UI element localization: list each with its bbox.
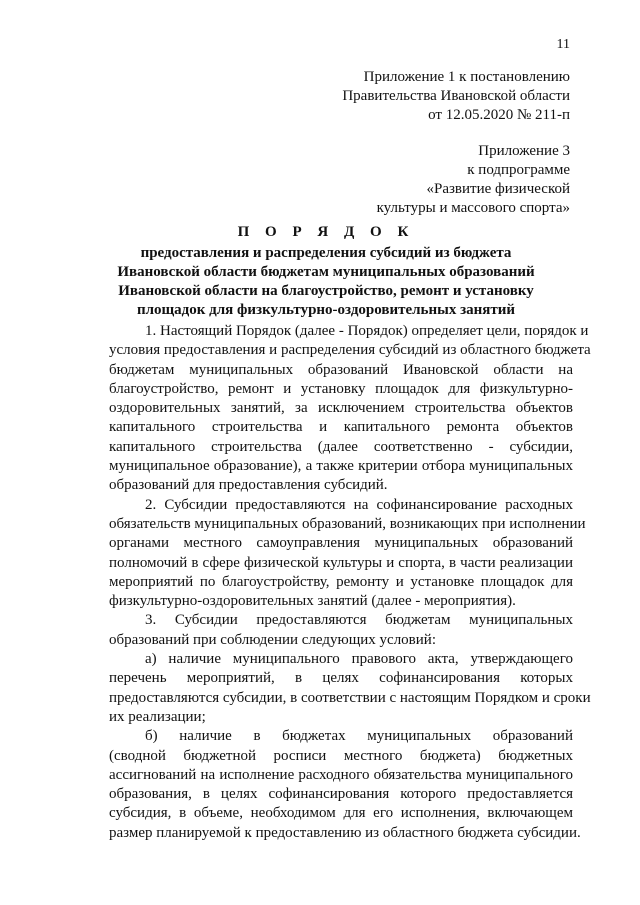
page-number: 11 [556,37,570,52]
text-line: ассигнований на исполнение расходного обязательства муниципального [109,766,573,783]
appendix-3-header [377,142,570,218]
paragraph-3 [109,611,573,650]
paragraph-3b [109,727,581,843]
document-title [112,222,540,320]
text-line: физкультурно-оздоровительных занятий (далее - мероприятия). [109,593,516,610]
appendix-1-line: Приложение 1 к постановлению [363,69,570,85]
paragraph-3a [109,650,591,727]
text-line: (сводной бюджетной росписи местного бюджета) бюджетных [109,747,573,764]
text-line: размер планируемой к предоставлению из областного бюджета субсидии. [109,824,581,841]
text-line: а) наличие муниципального правового акта, утверждающего [145,651,573,668]
appendix-3-line: «Развитие физической [426,181,570,197]
text-line: муниципальное образование), а также критерии отбора муниципальных [109,458,573,475]
title-line: площадок для физкультурно-оздоровительных занятий [136,302,516,318]
text-line: образований при соблюдении следующих условий: [109,631,436,648]
appendix-3-line: к подпрограмме [467,162,570,178]
appendix-3-line: Приложение 3 [478,143,570,159]
text-line: полномочий в сфере физической культуры и спорта, в части реализации [109,554,573,571]
text-line: мероприятий по благоустройству, ремонту и установке площадок для [109,573,573,590]
paragraph-1 [109,322,591,496]
paragraph-2 [109,496,586,612]
text-line: органами местного самоуправления муниципальных образований [109,535,573,552]
text-line: капитального строительства (далее соответственно - субсидии, [109,438,573,455]
text-line: образования, в целях софинансирования которого предоставляется [109,786,573,803]
text-line: их реализации; [109,708,206,725]
title-line: Ивановской области на благоустройство, ремонт и установку [118,283,534,299]
text-line: капитального строительства и капитального ремонта объектов [109,419,573,436]
text-line: образований для предоставления субсидий. [109,477,388,494]
text-line: 1. Настоящий Порядок (далее - Порядок) определяет цели, порядок и [145,323,589,339]
text-line: перечень мероприятий, в целях софинансирования которых [109,670,573,687]
appendix-1-line: от 12.05.2020 № 211-п [428,107,570,123]
text-line: бюджетам муниципальных образований Ивановской области на [109,361,573,378]
document-body [109,322,591,843]
text-line: б) наличие в бюджетах муниципальных образований [145,728,573,745]
appendix-1-header [342,68,570,125]
title-line: Ивановской области бюджетам муниципальных образований [117,264,535,280]
text-line: благоустройство, ремонт и установку площадок для физкультурно- [109,380,573,397]
text-line: условия предоставления и распределения субсидий из областного бюджета [109,342,591,359]
text-line: оздоровительных занятий, за исключением строительства объектов [109,400,573,417]
text-line: предоставляются субсидии, в соответствии с настоящим Порядком и сроки [109,689,591,706]
title-main: П О Р Я Д О К [237,224,415,240]
text-line: субсидия, в объеме, необходимом для его исполнения, включающем [109,805,573,822]
text-line: 2. Субсидии предоставляются на софинансирование расходных [145,496,573,513]
text-line: обязательств муниципальных образований, возникающих при исполнении [109,515,586,532]
appendix-3-line: культуры и массового спорта» [376,200,570,216]
text-line: 3. Субсидии предоставляются бюджетам муниципальных [145,612,573,629]
title-line: предоставления и распределения субсидий из бюджета [140,245,512,261]
appendix-1-line: Правительства Ивановской области [342,88,570,104]
